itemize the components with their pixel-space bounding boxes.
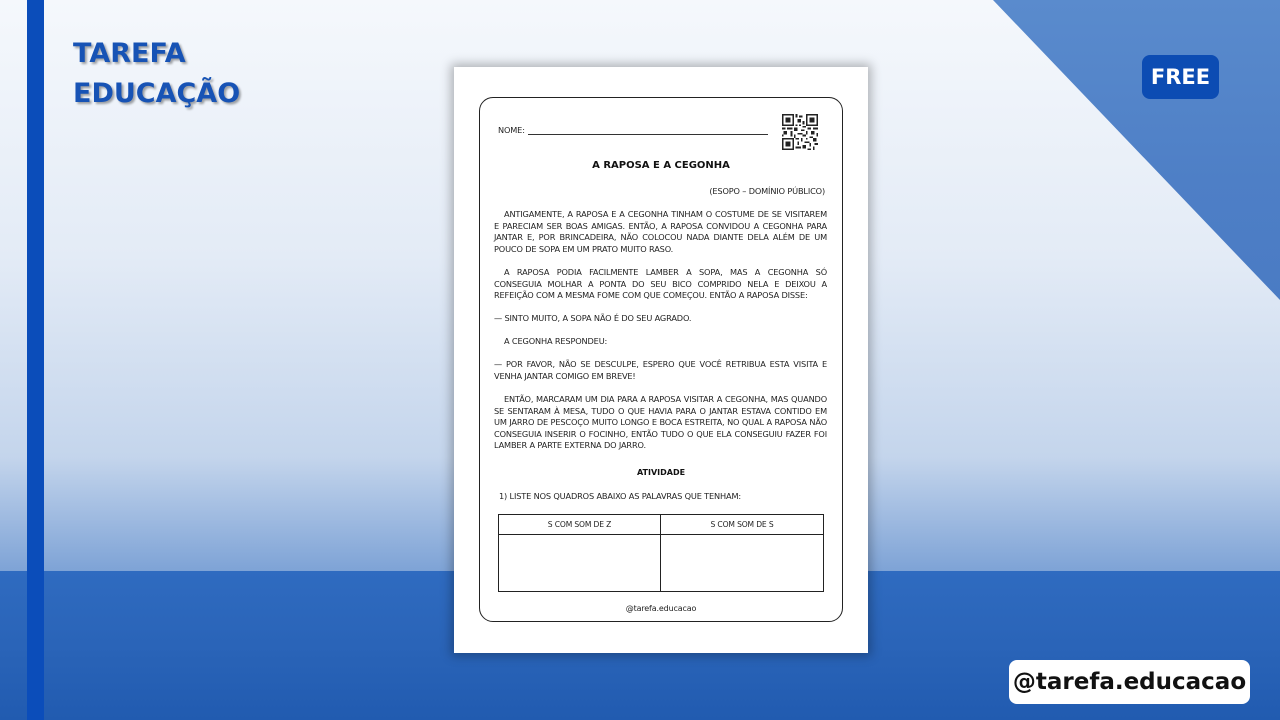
answer-cell-s-som-s[interactable] xyxy=(661,535,823,591)
qr-code-icon xyxy=(782,114,818,150)
brand-title xyxy=(73,34,240,114)
story-source: (ESOPO – DOMÍNIO PÚBLICO) xyxy=(709,186,825,196)
answer-cell-s-som-z[interactable] xyxy=(499,535,661,591)
activity-title: ATIVIDADE xyxy=(636,468,686,477)
table-header-s-som-z: S COM SOM DE Z xyxy=(499,515,661,535)
left-accent-bar xyxy=(27,0,44,720)
story-dialogue-2: — POR FAVOR, NÃO SE DESCULPE, ESPERO QUE VOCÊ RETRIBUA ESTA VISITA E VENHA JANTAR COMIGO EM BREVE! xyxy=(494,359,827,381)
story-paragraph-2: A RAPOSA PODIA FACILMENTE LAMBER A SOPA, MAS A CEGONHA SÓ CONSEGUIA MOLHAR A PONTA DO SEU BICO COMPRIDO NELA E DEIXOU A REFEIÇÃO COM A MESMA FOME COM QUE COMEÇOU. ENTÃO A RAPOSA DISSE: xyxy=(494,267,827,301)
story-paragraph-1: ANTIGAMENTE, A RAPOSA E A CEGONHA TINHAM O COSTUME DE SE VISITAREM E PARECIAM SER BOAS AMIGAS. ENTÃO, A RAPOSA CONVIDOU A CEGONHA PARA JANTAR E, POR BRINCADEIRA, NÃO COLOCOU NADA DIANTE DELA ALÉM DE UM POUCO DE SOPA EM UM PRATO MUITO RASO. xyxy=(494,209,827,254)
activity-question: 1) LISTE NOS QUADROS ABAIXO AS PALAVRAS QUE TENHAM: xyxy=(499,491,742,501)
story-title: A RAPOSA E A CEGONHA xyxy=(592,160,730,171)
worksheet-footer-handle: @tarefa.educacao xyxy=(625,604,697,613)
story-paragraph-4: ENTÃO, MARCARAM UM DIA PARA A RAPOSA VISITAR A CEGONHA, MAS QUANDO SE SENTARAM À MESA, TUDO O QUE HAVIA PARA O JANTAR ESTAVA CONTIDO EM UM JARRO DE PESCOÇO MUITO LONGO E BOCA ESTREITA, NO QUAL A RAPOSA NÃO CONSEGUIA INSERIR O FOCINHO, ENTÃO TUDO O QUE ELA CONSEGUIU FAZER FOI LAMBER A PARTE EXTERNA DO JARRO. xyxy=(494,394,827,451)
table-header-s-som-s: S COM SOM DE S xyxy=(661,515,823,535)
brand-line-1: TAREFA xyxy=(73,38,186,69)
brand-line-2: EDUCAÇÃO xyxy=(73,78,241,109)
name-blank-line xyxy=(528,127,768,135)
social-handle-badge: @tarefa.educacao xyxy=(1009,660,1250,704)
answer-table xyxy=(498,514,824,592)
story-dialogue-1: — SINTO MUITO, A SOPA NÃO É DO SEU AGRADO. xyxy=(494,313,692,323)
name-field-row xyxy=(498,125,768,135)
name-label: NOME: xyxy=(498,125,525,135)
free-badge: FREE xyxy=(1142,55,1219,99)
story-paragraph-3: A CEGONHA RESPONDEU: xyxy=(504,336,608,346)
worksheet-page xyxy=(454,67,868,653)
